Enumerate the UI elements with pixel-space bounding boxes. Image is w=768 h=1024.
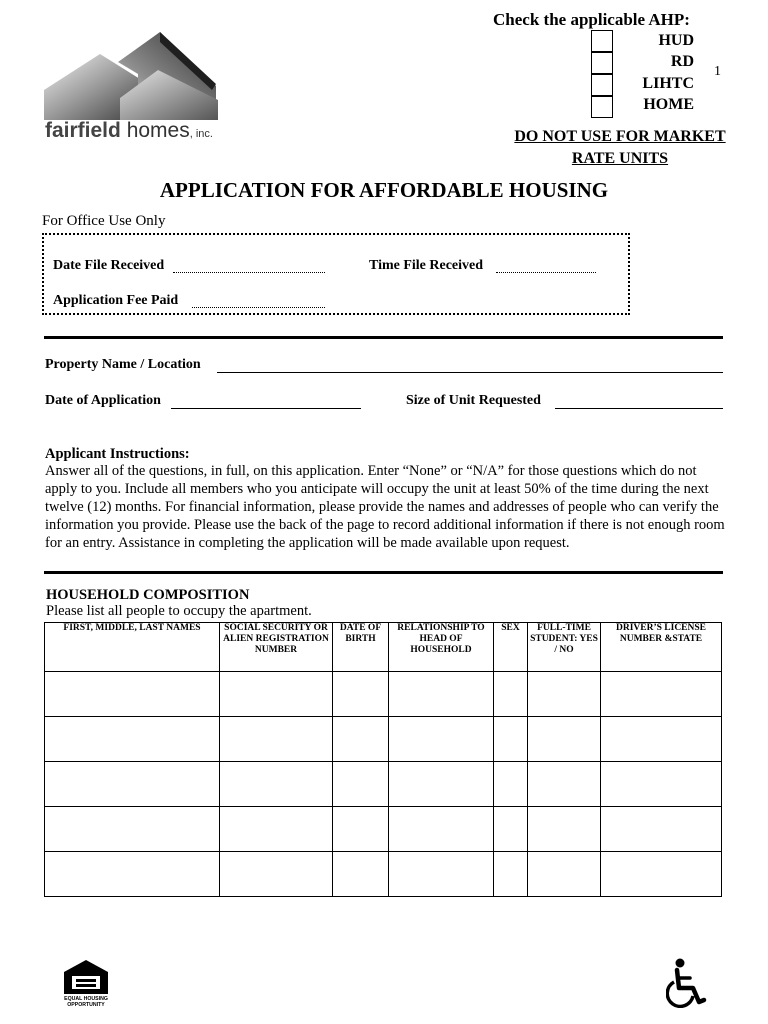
size-of-unit-label: Size of Unit Requested (406, 393, 541, 408)
column-header-license: DRIVER’S LICENSE NUMBER &STATE (601, 623, 722, 672)
household-cell[interactable] (601, 717, 722, 762)
household-cell[interactable] (45, 807, 220, 852)
household-cell[interactable] (601, 807, 722, 852)
date-of-application-field[interactable] (171, 408, 361, 409)
household-cell[interactable] (45, 852, 220, 897)
logo-brand-bold: fairfield (45, 119, 121, 142)
logo-wordmark (45, 119, 213, 143)
size-of-unit-field[interactable] (555, 408, 723, 409)
household-cell[interactable] (333, 717, 389, 762)
household-title: HOUSEHOLD COMPOSITION (46, 587, 250, 603)
application-fee-label: Application Fee Paid (53, 293, 179, 308)
ahp-label-rd: RD (670, 53, 694, 70)
household-cell[interactable] (528, 717, 601, 762)
date-file-received-field[interactable] (173, 272, 325, 273)
household-subtitle: Please list all people to occupy the apartment. (46, 603, 312, 619)
property-name-label: Property Name / Location (45, 357, 201, 372)
time-file-received-field[interactable] (496, 272, 596, 273)
logo-suffix: , inc. (189, 128, 213, 140)
market-rate-warning (500, 126, 740, 170)
equal-housing-opportunity-icon (60, 958, 112, 1010)
household-cell[interactable] (45, 762, 220, 807)
warning-line-2: RATE UNITS (571, 150, 669, 167)
household-table (44, 622, 722, 897)
household-cell[interactable] (389, 807, 494, 852)
wheelchair-accessibility-icon (666, 958, 708, 1008)
household-cell[interactable] (389, 762, 494, 807)
household-cell[interactable] (494, 717, 528, 762)
column-header-ssn: SOCIAL SECURITY OR ALIEN REGISTRATION NUMBER (220, 623, 333, 672)
household-cell[interactable] (220, 762, 333, 807)
date-file-received-label: Date File Received (53, 258, 165, 273)
household-cell[interactable] (220, 852, 333, 897)
household-cell[interactable] (333, 762, 389, 807)
instructions-body: Answer all of the questions, in full, on this application. Enter “None” or “N/A” for those questions which do not apply to you. Include all members who you anticipate will occupy the unit at least 50% of the time during the next twelve (12) months. For financial information, please provide the names and addresses of people who can verify the information you provide. Please use the back of the page to record additional information if there is not enough room for an entry. Assistance in completing the application will be made available upon request. (45, 463, 725, 551)
household-row (45, 717, 722, 762)
household-cell[interactable] (389, 672, 494, 717)
eho-text-line-1: EQUAL HOUSING (64, 996, 108, 1002)
eho-text-line-2: OPPORTUNITY (67, 1002, 105, 1008)
household-cell[interactable] (333, 672, 389, 717)
household-cell[interactable] (389, 717, 494, 762)
household-cell[interactable] (528, 762, 601, 807)
household-row (45, 762, 722, 807)
application-fee-field[interactable] (192, 307, 325, 308)
instructions-title: Applicant Instructions: (45, 446, 190, 462)
column-header-names: FIRST, MIDDLE, LAST NAMES (45, 623, 220, 672)
ahp-heading: Check the applicable AHP: (493, 10, 690, 29)
ahp-label-hud: HUD (658, 32, 694, 49)
household-cell[interactable] (220, 717, 333, 762)
household-row (45, 672, 722, 717)
household-row (45, 807, 722, 852)
time-file-received-label: Time File Received (369, 258, 484, 273)
date-of-application-label: Date of Application (45, 393, 161, 408)
household-cell[interactable] (528, 807, 601, 852)
household-cell[interactable] (601, 762, 722, 807)
household-cell[interactable] (494, 672, 528, 717)
section-divider (44, 571, 723, 574)
property-name-field[interactable] (217, 372, 723, 373)
household-header-row (45, 623, 722, 672)
ahp-label-home: HOME (643, 96, 694, 113)
ahp-label-lihtc: LIHTC (642, 75, 694, 92)
household-cell[interactable] (528, 672, 601, 717)
household-cell[interactable] (45, 672, 220, 717)
household-cell[interactable] (389, 852, 494, 897)
warning-line-1: DO NOT USE FOR MARKET (514, 128, 726, 145)
column-header-student: FULL-TIME STUDENT: YES / NO (528, 623, 601, 672)
household-cell[interactable] (494, 807, 528, 852)
household-cell[interactable] (494, 762, 528, 807)
office-use-label: For Office Use Only (42, 213, 166, 229)
household-cell[interactable] (528, 852, 601, 897)
column-header-sex: SEX (494, 623, 528, 672)
column-header-relationship: RELATIONSHIP TO HEAD OF HOUSEHOLD (389, 623, 494, 672)
household-cell[interactable] (45, 717, 220, 762)
household-cell[interactable] (494, 852, 528, 897)
household-cell[interactable] (220, 672, 333, 717)
household-cell[interactable] (601, 672, 722, 717)
household-cell[interactable] (220, 807, 333, 852)
column-header-dob: DATE OF BIRTH (333, 623, 389, 672)
logo-brand-rest: homes (120, 119, 190, 142)
page-title: APPLICATION FOR AFFORDABLE HOUSING (159, 178, 609, 202)
household-cell[interactable] (333, 807, 389, 852)
section-divider (44, 336, 723, 339)
household-cell[interactable] (601, 852, 722, 897)
page-number: 1 (714, 64, 721, 79)
household-row (45, 852, 722, 897)
household-cell[interactable] (333, 852, 389, 897)
